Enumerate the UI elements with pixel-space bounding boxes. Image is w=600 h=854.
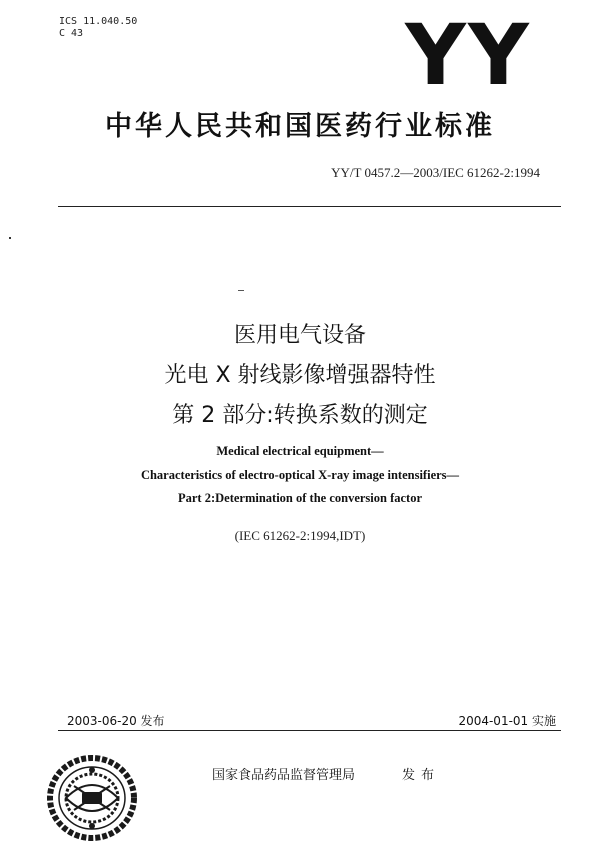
- classification-codes: [59, 16, 137, 40]
- ccs-code: C 43: [59, 28, 84, 39]
- title-cn-line1: 医用电气设备: [233, 323, 366, 348]
- yy-logo: [398, 4, 538, 96]
- scan-speck: [9, 237, 11, 239]
- title-cn-line2: 光电 X 射线影像增强器特性: [164, 363, 436, 388]
- standard-number: YY/T 0457.2—2003/IEC 61262-2:1994: [331, 165, 540, 180]
- scan-dash: [238, 290, 244, 291]
- ics-code: ICS 11.040.50: [59, 16, 138, 27]
- yy-logo-text: YY: [405, 6, 531, 96]
- footer-divider: [58, 730, 561, 731]
- implement-date: 2004-01-01 实施: [458, 714, 556, 728]
- title-en-line1: Medical electrical equipment—: [216, 444, 384, 458]
- issuer-name: 国家食品药品监督管理局: [212, 768, 356, 783]
- issue-label: 发布: [402, 768, 441, 783]
- publish-date: 2003-06-20 发布: [67, 714, 165, 728]
- header-divider: [58, 206, 561, 207]
- equivalence-note: (IEC 61262-2:1994,IDT): [234, 528, 366, 543]
- seal-icon: [44, 752, 140, 844]
- title-en-line2: Characteristics of electro-optical X-ray image intensifiers—: [140, 468, 460, 482]
- title-cn-line3: 第 2 部分:转换系数的测定: [172, 403, 428, 428]
- title-en-line3: Part 2:Determination of the conversion factor: [177, 491, 423, 505]
- organization-title: 中华人民共和国医药行业标准: [105, 111, 495, 142]
